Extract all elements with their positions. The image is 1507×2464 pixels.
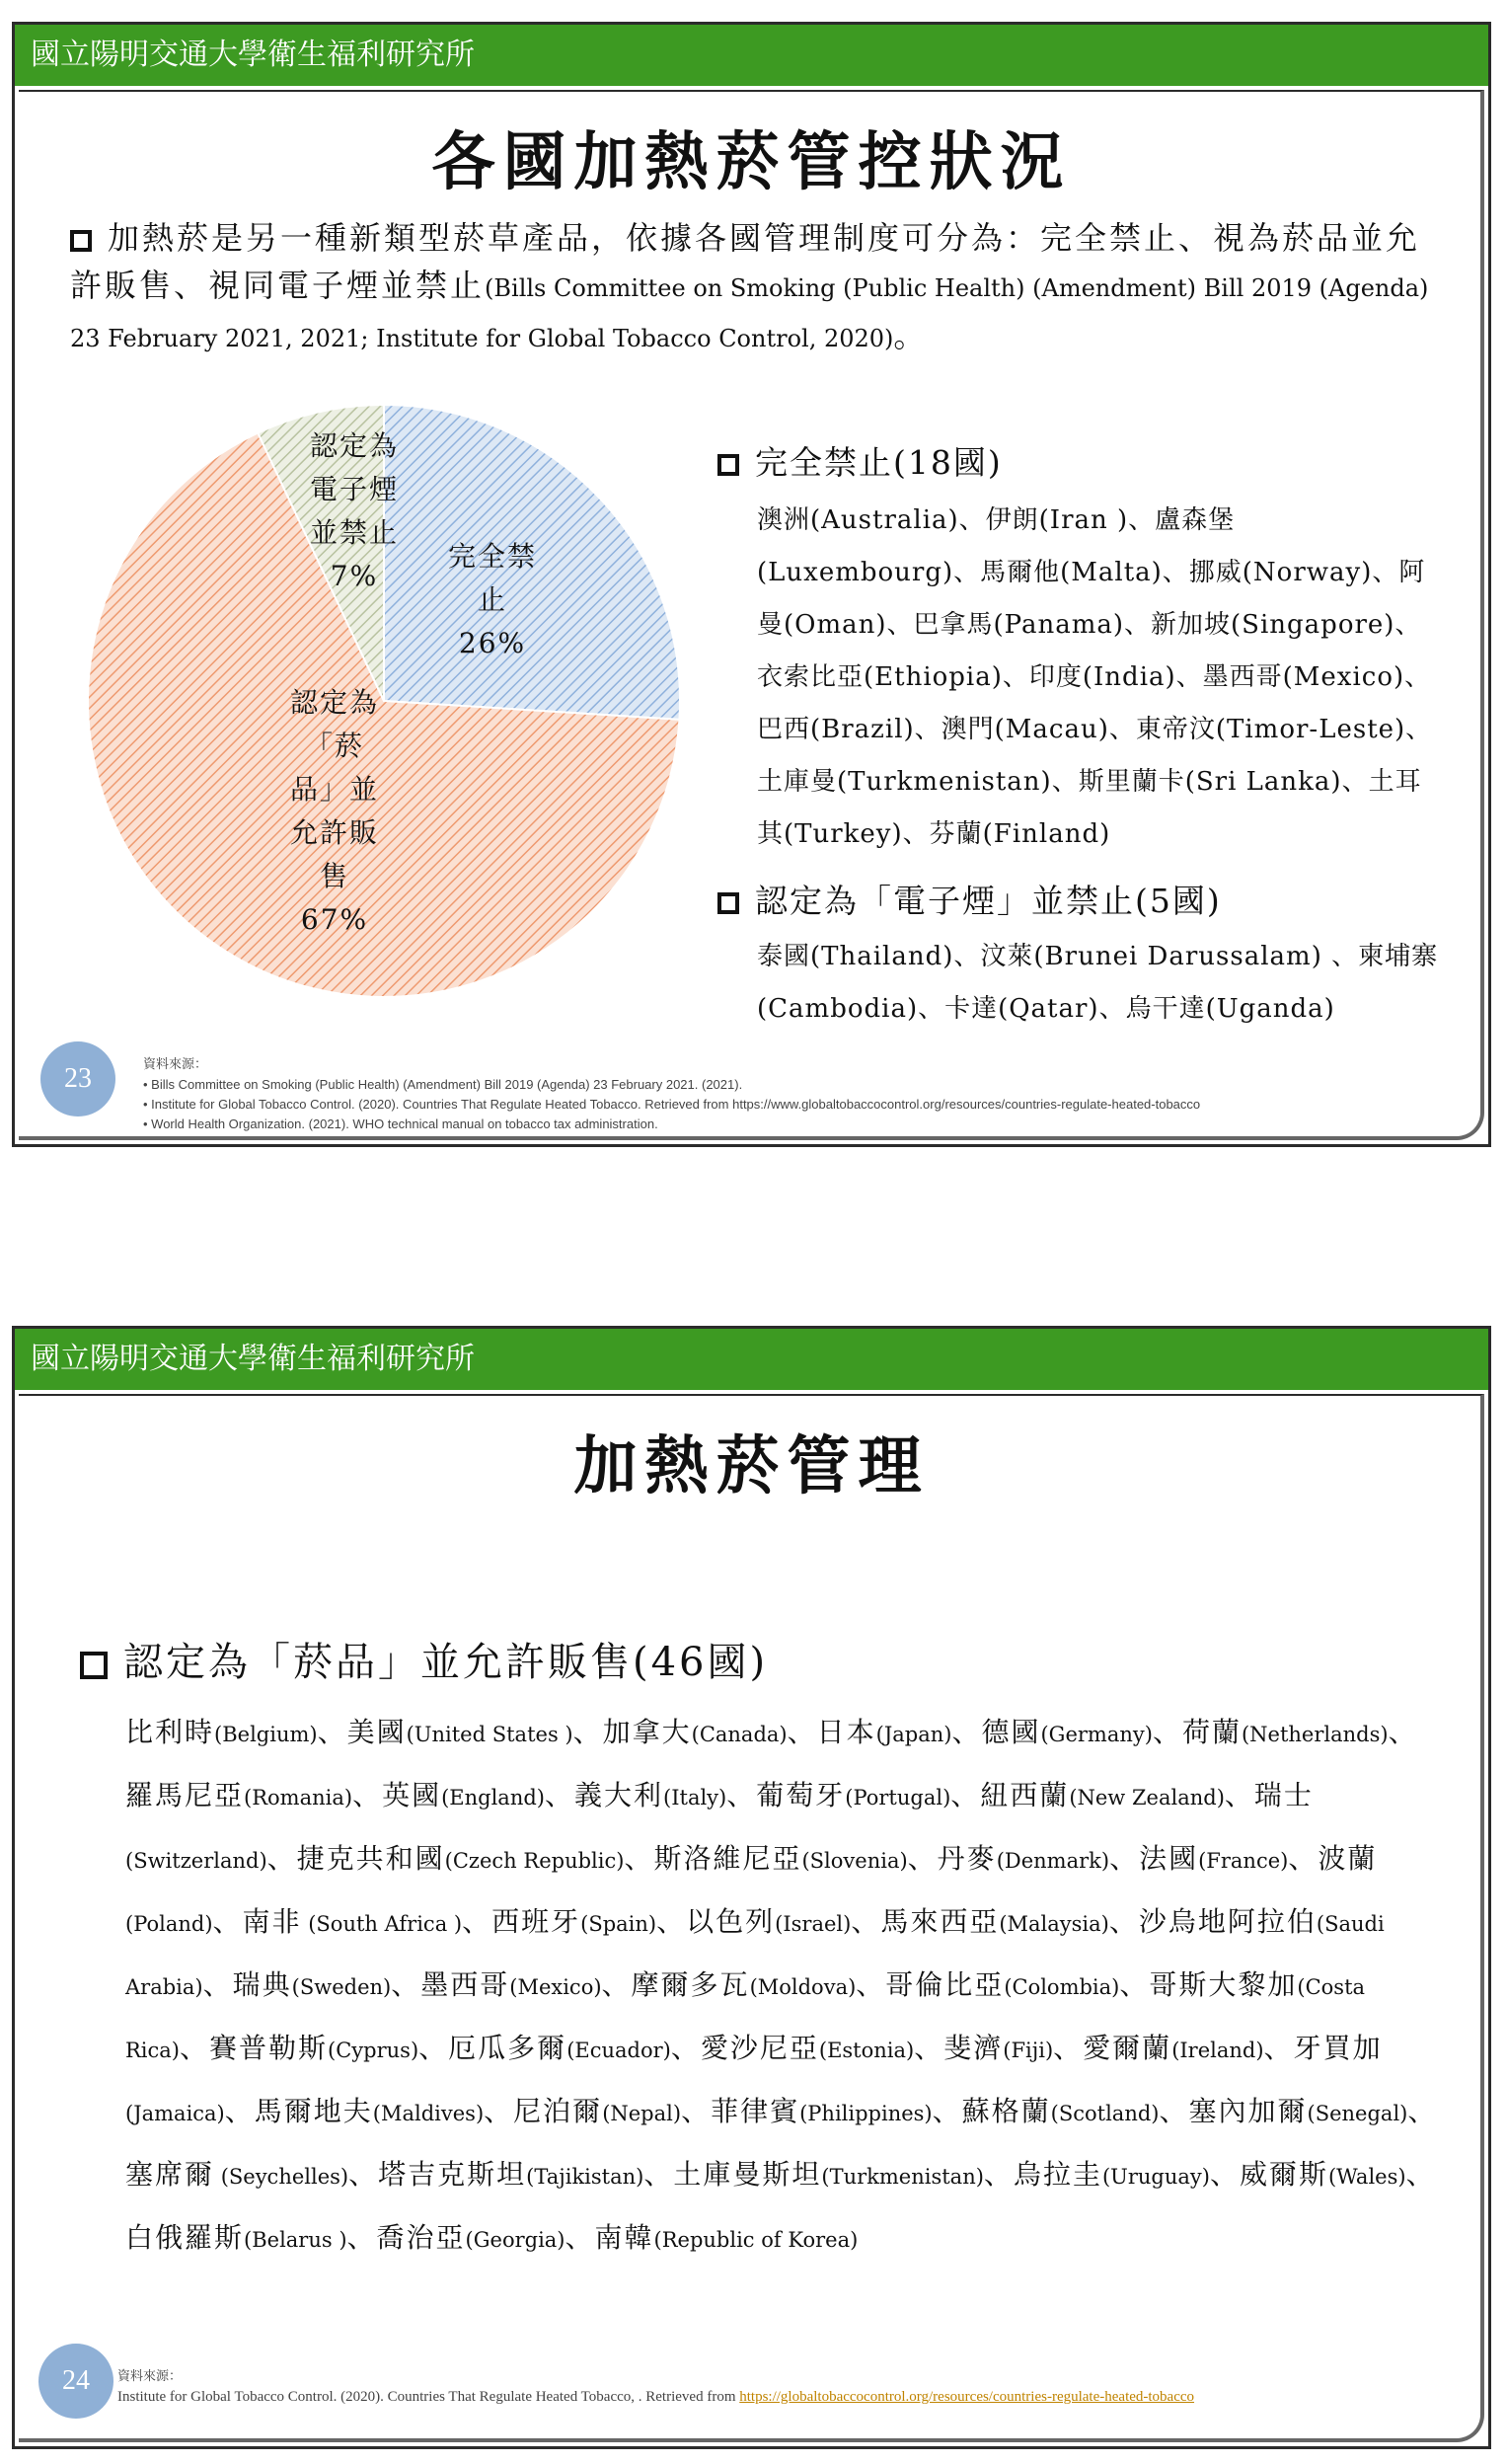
country-name-en: (Moldova) xyxy=(749,1975,857,1999)
country-name-en: (Estonia) xyxy=(818,2039,915,2062)
separator: 、 xyxy=(1119,1968,1150,2001)
intro-paragraph xyxy=(70,214,1432,362)
bullet-square-icon xyxy=(717,892,739,914)
country-name-en: (Seychelles) xyxy=(214,2165,349,2189)
separator: 、 xyxy=(565,2221,595,2254)
country-item xyxy=(962,2095,1160,2127)
pie-label-tobacco-line: 認定為 xyxy=(289,686,379,719)
pie-label-tobacco xyxy=(275,681,394,942)
country-name-en: (Romania) xyxy=(244,1786,353,1810)
country-name-en: (Colombia) xyxy=(1004,1975,1120,1999)
country-item xyxy=(347,1716,573,1748)
source-item xyxy=(117,2387,1479,2407)
country-name-en: (Mexico) xyxy=(509,1975,602,1999)
source-notes xyxy=(117,2367,1479,2407)
separator: 、 xyxy=(951,1716,982,1748)
country-name-zh: 威爾斯 xyxy=(1239,2158,1328,2191)
group-ecig-title-text: 認定為「電子煙」並禁止(5國) xyxy=(755,882,1222,920)
slide-23 xyxy=(12,22,1491,1147)
country-name-en: (Czech Republic) xyxy=(444,1849,625,1873)
source-item-text: Institute for Global Tobacco Control. (2020). Countries That Regulate Heated Tobacco, . Retrieved from xyxy=(117,2389,740,2405)
separator: 、 xyxy=(1209,2158,1240,2191)
separator: 、 xyxy=(418,2032,449,2064)
pie-label-ban-line: 止 xyxy=(477,583,507,616)
separator: 、 xyxy=(1263,2032,1294,2064)
pie-chart xyxy=(78,395,690,1007)
country-name-zh: 斐濟 xyxy=(943,2032,1004,2064)
country-name-en: (Japan) xyxy=(875,1723,952,1746)
country-item xyxy=(420,1968,601,2001)
country-name-en: (Netherlands) xyxy=(1241,1723,1389,1746)
source-heading: 資料來源： xyxy=(143,1057,208,1072)
country-name-zh: 尼泊爾 xyxy=(513,2095,603,2127)
group-ecig-title xyxy=(717,876,1222,922)
separator: 、 xyxy=(224,2095,255,2127)
country-name-en: (Fiji) xyxy=(1003,2039,1054,2062)
country-item xyxy=(711,2095,933,2127)
country-name-zh: 波蘭 xyxy=(1318,1842,1378,1875)
country-name-zh: 紐西蘭 xyxy=(980,1779,1070,1811)
country-name-zh: 加拿大 xyxy=(602,1716,692,1748)
country-name-zh: 塞內加爾 xyxy=(1188,2095,1308,2127)
pie-label-tobacco-line: 允許販 xyxy=(289,816,379,849)
separator: 、 xyxy=(484,2095,514,2127)
country-name-zh: 愛沙尼亞 xyxy=(700,2032,819,2064)
country-name-zh: 塞席爾 xyxy=(125,2158,215,2191)
country-item xyxy=(209,2032,418,2064)
separator: 、 xyxy=(856,1968,886,2001)
slide-24 xyxy=(12,1326,1491,2449)
country-name-zh: 西班牙 xyxy=(491,1905,581,1938)
pie-label-ban xyxy=(433,535,552,665)
country-name-zh: 馬來西亞 xyxy=(880,1905,1000,1938)
group-ecig-countries: 泰國(Thailand)、汶萊(Brunei Darussalam) 、柬埔寨(Cambodia)、卡達(Qatar)、烏干達(Uganda) xyxy=(757,942,1439,1024)
separator: 、 xyxy=(670,2032,701,2064)
country-item xyxy=(980,1779,1225,1811)
country-name-zh: 菲律賓 xyxy=(711,2095,800,2127)
source-item: • Institute for Global Tobacco Control. (2020). Countries That Regulate Heated Tobacco. Retrieved from https://www.globaltobaccocontrol.org/resources/countries-regulate-heated-tobacco xyxy=(143,1097,1201,1112)
group-ban-title-text: 完全禁止(18國) xyxy=(755,443,1003,482)
country-name-zh: 沙烏地阿拉伯 xyxy=(1138,1905,1317,1938)
group-ban-countries: 澳洲(Australia)、伊朗(Iran )、盧森堡(Luxembourg)、馬爾他(Malta)、挪威(Norway)、阿曼(Oman)、巴拿馬(Panama)、新加坡(Singapore)、衣索比亞(Ethiopia)、印度(India)、墨西哥(Mexico)、巴西(Brazil)、澳門(Macau)、東帝汶(Timor-Leste)、土庫曼(Turkmenistan)、斯里蘭卡(Sri Lanka)、土耳其(Turkey)、芬蘭(Finland) xyxy=(757,505,1433,849)
country-name-en: (Portugal) xyxy=(845,1786,951,1810)
country-name-zh: 蘇格蘭 xyxy=(961,2095,1051,2127)
source-item-text: Institute for Global Tobacco Control. (2020). Countries That Regulate Heated Tobacco. Retrieved from https://www.globaltobaccocontrol.org/resources/countries-regulate-heated-tobacco xyxy=(151,1097,1201,1112)
country-name-en: (Belarus ) xyxy=(244,2228,347,2252)
separator: 、 xyxy=(681,2095,712,2127)
country-name-en: (Georgia) xyxy=(465,2228,565,2252)
country-item xyxy=(491,1905,656,1938)
country-name-en: (Costa Rica) xyxy=(125,1975,1366,2062)
country-item xyxy=(125,1716,318,1748)
country-name-zh: 牙買加 xyxy=(1293,2032,1383,2064)
country-name-en: (Sweden) xyxy=(291,1975,392,1999)
country-name-zh: 塔吉克斯坦 xyxy=(378,2158,527,2191)
country-name-zh: 馬爾地夫 xyxy=(254,2095,373,2127)
pie-label-ecig-line: 認定為 xyxy=(309,429,399,462)
separator: 、 xyxy=(914,2032,944,2064)
country-name-en: (Philippines) xyxy=(799,2102,933,2125)
country-name-zh: 哥倫比亞 xyxy=(885,1968,1005,2001)
separator: 、 xyxy=(572,1716,603,1748)
country-item xyxy=(377,2221,565,2254)
group-tobacco-countries xyxy=(125,1702,1438,2271)
pie-label-ban-pct: 26% xyxy=(458,627,527,659)
separator: 、 xyxy=(932,2095,962,2127)
country-name-en: (Scotland) xyxy=(1050,2102,1160,2125)
group-tobacco-title xyxy=(80,1631,768,1687)
country-item xyxy=(125,2158,348,2191)
separator: 、 xyxy=(851,1905,881,1938)
country-name-en: (England) xyxy=(441,1786,545,1810)
page-title: 各國加熱菸管控狀況 xyxy=(431,125,1072,199)
country-name-zh: 土庫曼斯坦 xyxy=(673,2158,822,2191)
country-name-zh: 摩爾多瓦 xyxy=(631,1968,750,2001)
country-name-en: (Ecuador) xyxy=(566,2039,671,2062)
separator: 、 xyxy=(348,2158,379,2191)
separator: 、 xyxy=(266,1842,297,1875)
country-name-zh: 葡萄牙 xyxy=(756,1779,846,1811)
country-item xyxy=(603,1716,788,1748)
country-name-zh: 捷克共和國 xyxy=(296,1842,445,1875)
country-name-zh: 厄瓜多爾 xyxy=(448,2032,567,2064)
country-item xyxy=(513,2095,681,2127)
country-name-en: (Uruguay) xyxy=(1101,2165,1210,2189)
country-item xyxy=(1182,1716,1389,1748)
country-item xyxy=(817,1716,952,1748)
separator: 、 xyxy=(1108,1905,1139,1938)
country-name-en: (Switzerland) xyxy=(125,1849,267,1873)
group-ban-title xyxy=(717,437,1003,484)
separator: 、 xyxy=(1053,2032,1084,2064)
separator: 、 xyxy=(1152,1716,1182,1748)
country-item xyxy=(574,1779,726,1811)
separator: 、 xyxy=(1288,1842,1319,1875)
source-heading: 資料來源： xyxy=(117,2369,183,2384)
pie-label-tobacco-pct: 67% xyxy=(300,903,369,936)
page-title: 加熱菸管理 xyxy=(573,1429,930,1503)
country-name-zh: 愛爾蘭 xyxy=(1083,2032,1172,2064)
pie-label-ecig-line: 電子煙 xyxy=(309,473,399,505)
country-name-zh: 英國 xyxy=(382,1779,442,1811)
country-name-zh: 斯洛維尼亞 xyxy=(653,1842,802,1875)
country-item xyxy=(686,1905,851,1938)
pie-label-ecig xyxy=(295,424,414,598)
country-name-en: (Malaysia) xyxy=(999,1912,1109,1936)
country-name-en: (South Africa ) xyxy=(301,1912,463,1936)
country-item xyxy=(1139,1842,1288,1875)
country-name-zh: 以色列 xyxy=(686,1905,776,1938)
country-name-zh: 義大利 xyxy=(574,1779,664,1811)
bullet-square-icon xyxy=(70,230,92,252)
country-name-zh: 法國 xyxy=(1139,1842,1199,1875)
separator: 、 xyxy=(317,1716,347,1748)
country-item xyxy=(1189,2095,1408,2127)
separator: 、 xyxy=(462,1905,492,1938)
country-item xyxy=(653,1842,907,1875)
separator: 、 xyxy=(544,1779,574,1811)
source-link[interactable]: https://globaltobaccocontrol.org/resources/countries-regulate-heated-tobacco xyxy=(739,2389,1195,2405)
country-name-en: (Slovenia) xyxy=(801,1849,908,1873)
source-item: • Bills Committee on Smoking (Public Health) (Amendment) Bill 2019 (Agenda) 23 February 2021. (2021). xyxy=(143,1077,743,1092)
intro-end: 。 xyxy=(893,317,929,354)
separator: 、 xyxy=(180,2032,210,2064)
country-item xyxy=(297,1842,625,1875)
country-name-zh: 喬治亞 xyxy=(376,2221,466,2254)
intro-zh: 加熱菸是另一種新類型菸草產品，依據各國管理制度可分為：完全禁止、視為菸品並允許販售、視同電子煙並禁止 xyxy=(70,219,1421,304)
country-item xyxy=(1240,2158,1406,2191)
country-name-zh: 日本 xyxy=(816,1716,876,1748)
country-name-zh: 哥斯大黎加 xyxy=(1149,1968,1298,2001)
country-name-en: (Senegal) xyxy=(1307,2102,1408,2125)
country-name-zh: 墨西哥 xyxy=(420,1968,510,2001)
country-item xyxy=(125,1779,352,1811)
bullet-square-icon xyxy=(80,1652,108,1679)
separator: 、 xyxy=(1407,2095,1438,2127)
pie-label-ecig-pct: 7% xyxy=(330,560,379,592)
country-name-zh: 德國 xyxy=(981,1716,1041,1748)
country-name-en: (Saudi Arabia) xyxy=(125,1912,1385,1999)
country-name-zh: 荷蘭 xyxy=(1181,1716,1242,1748)
country-name-zh: 比利時 xyxy=(125,1716,215,1748)
separator: 、 xyxy=(1109,1842,1140,1875)
separator: 、 xyxy=(212,1905,243,1938)
separator: 、 xyxy=(624,1842,654,1875)
country-name-en: (Israel) xyxy=(775,1912,852,1936)
country-name-en: (Republic of Korea) xyxy=(653,2228,859,2252)
country-name-en: (Cyprus) xyxy=(328,2039,419,2062)
country-name-zh: 丹麥 xyxy=(937,1842,997,1875)
country-item xyxy=(378,2158,643,2191)
country-name-zh: 烏拉圭 xyxy=(1013,2158,1102,2191)
page-number-badge: 23 xyxy=(40,1041,115,1116)
country-name-en: (Nepal) xyxy=(602,2102,682,2125)
country-name-en: (New Zealand) xyxy=(1069,1786,1225,1810)
country-item xyxy=(885,1968,1119,2001)
separator: 、 xyxy=(601,1968,632,2001)
country-name-zh: 羅馬尼亞 xyxy=(125,1779,245,1811)
country-name-en: (Denmark) xyxy=(996,1849,1110,1873)
separator: 、 xyxy=(1405,2158,1436,2191)
country-item xyxy=(255,2095,484,2127)
country-item xyxy=(981,1716,1152,1748)
country-name-zh: 美國 xyxy=(346,1716,407,1748)
country-name-zh: 南韓 xyxy=(594,2221,654,2254)
country-name-zh: 賽普勒斯 xyxy=(209,2032,329,2064)
country-item xyxy=(382,1779,545,1811)
separator: 、 xyxy=(950,1779,981,1811)
country-name-zh: 南非 xyxy=(242,1905,302,1938)
source-item-text: World Health Organization. (2021). WHO technical manual on tobacco tax administration. xyxy=(151,1116,658,1131)
country-name-zh: 白俄羅斯 xyxy=(125,2221,245,2254)
country-name-en: (Poland) xyxy=(125,1912,213,1936)
country-name-en: (Spain) xyxy=(580,1912,657,1936)
bullet-square-icon xyxy=(717,454,739,476)
group-tobacco-title-text: 認定為「菸品」並允許販售(46國) xyxy=(123,1640,769,1685)
pie-label-ecig-line: 並禁止 xyxy=(309,516,399,549)
country-name-en: (Turkmenistan) xyxy=(821,2165,984,2189)
country-name-en: (Maldives) xyxy=(372,2102,485,2125)
pie-label-ban-line: 完全禁 xyxy=(447,540,537,573)
country-item xyxy=(233,1968,392,2001)
source-notes xyxy=(143,1055,1466,1134)
country-name-en: (Ireland) xyxy=(1171,2039,1264,2062)
slide-header: 國立陽明交通大學衛生福利研究所 xyxy=(15,25,1488,86)
separator: 、 xyxy=(726,1779,757,1811)
separator: 、 xyxy=(1388,1716,1418,1748)
country-name-en: (Wales) xyxy=(1327,2165,1406,2189)
country-item xyxy=(673,2158,984,2191)
separator: 、 xyxy=(787,1716,817,1748)
country-item xyxy=(880,1905,1109,1938)
pie-label-tobacco-line: 售 xyxy=(319,860,349,892)
country-name-en: (Belgium) xyxy=(214,1723,318,1746)
country-name-en: (United States ) xyxy=(406,1723,573,1746)
country-item xyxy=(938,1842,1109,1875)
separator: 、 xyxy=(983,2158,1014,2191)
country-item xyxy=(701,2032,914,2064)
country-item xyxy=(632,1968,857,2001)
country-item xyxy=(756,1779,950,1811)
separator: 、 xyxy=(643,2158,674,2191)
separator: 、 xyxy=(346,2221,377,2254)
country-item xyxy=(1083,2032,1263,2064)
separator: 、 xyxy=(1224,1779,1254,1811)
pie-label-tobacco-line: 「菸 xyxy=(304,730,364,762)
country-item xyxy=(125,2221,347,2254)
separator: 、 xyxy=(352,1779,383,1811)
country-name-zh: 瑞典 xyxy=(232,1968,292,2001)
country-item xyxy=(1014,2158,1210,2191)
source-item-text: Bills Committee on Smoking (Public Health) (Amendment) Bill 2019 (Agenda) 23 February 2021. (2021). xyxy=(151,1077,743,1092)
separator: 、 xyxy=(391,1968,421,2001)
country-name-en: (Tajikistan) xyxy=(526,2165,644,2189)
country-name-en: (Canada) xyxy=(691,1723,788,1746)
page-number-badge: 24 xyxy=(38,2344,113,2419)
separator: 、 xyxy=(202,1968,233,2001)
separator: 、 xyxy=(656,1905,687,1938)
country-item xyxy=(448,2032,671,2064)
country-item xyxy=(943,2032,1053,2064)
country-item xyxy=(595,2221,859,2254)
country-name-en: (Germany) xyxy=(1040,1723,1153,1746)
country-item xyxy=(243,1905,463,1938)
intro-citation: (Bills Committee on Smoking (Public Health) (Amendment) Bill 2019 (Agenda) 23 February 2021, 2021; Institute for Global Tobacco Control, 2020) xyxy=(70,274,1429,352)
separator: 、 xyxy=(907,1842,938,1875)
country-name-en: (Italy) xyxy=(663,1786,727,1810)
country-name-en: (France) xyxy=(1198,1849,1289,1873)
source-item: • World Health Organization. (2021). WHO technical manual on tobacco tax administration. xyxy=(143,1116,658,1131)
country-name-zh: 瑞士 xyxy=(1253,1779,1314,1811)
country-name-en: (Jamaica) xyxy=(125,2102,225,2125)
separator: 、 xyxy=(1159,2095,1189,2127)
pie-label-tobacco-line: 品」並 xyxy=(289,773,379,806)
slide-header: 國立陽明交通大學衛生福利研究所 xyxy=(15,1329,1488,1390)
